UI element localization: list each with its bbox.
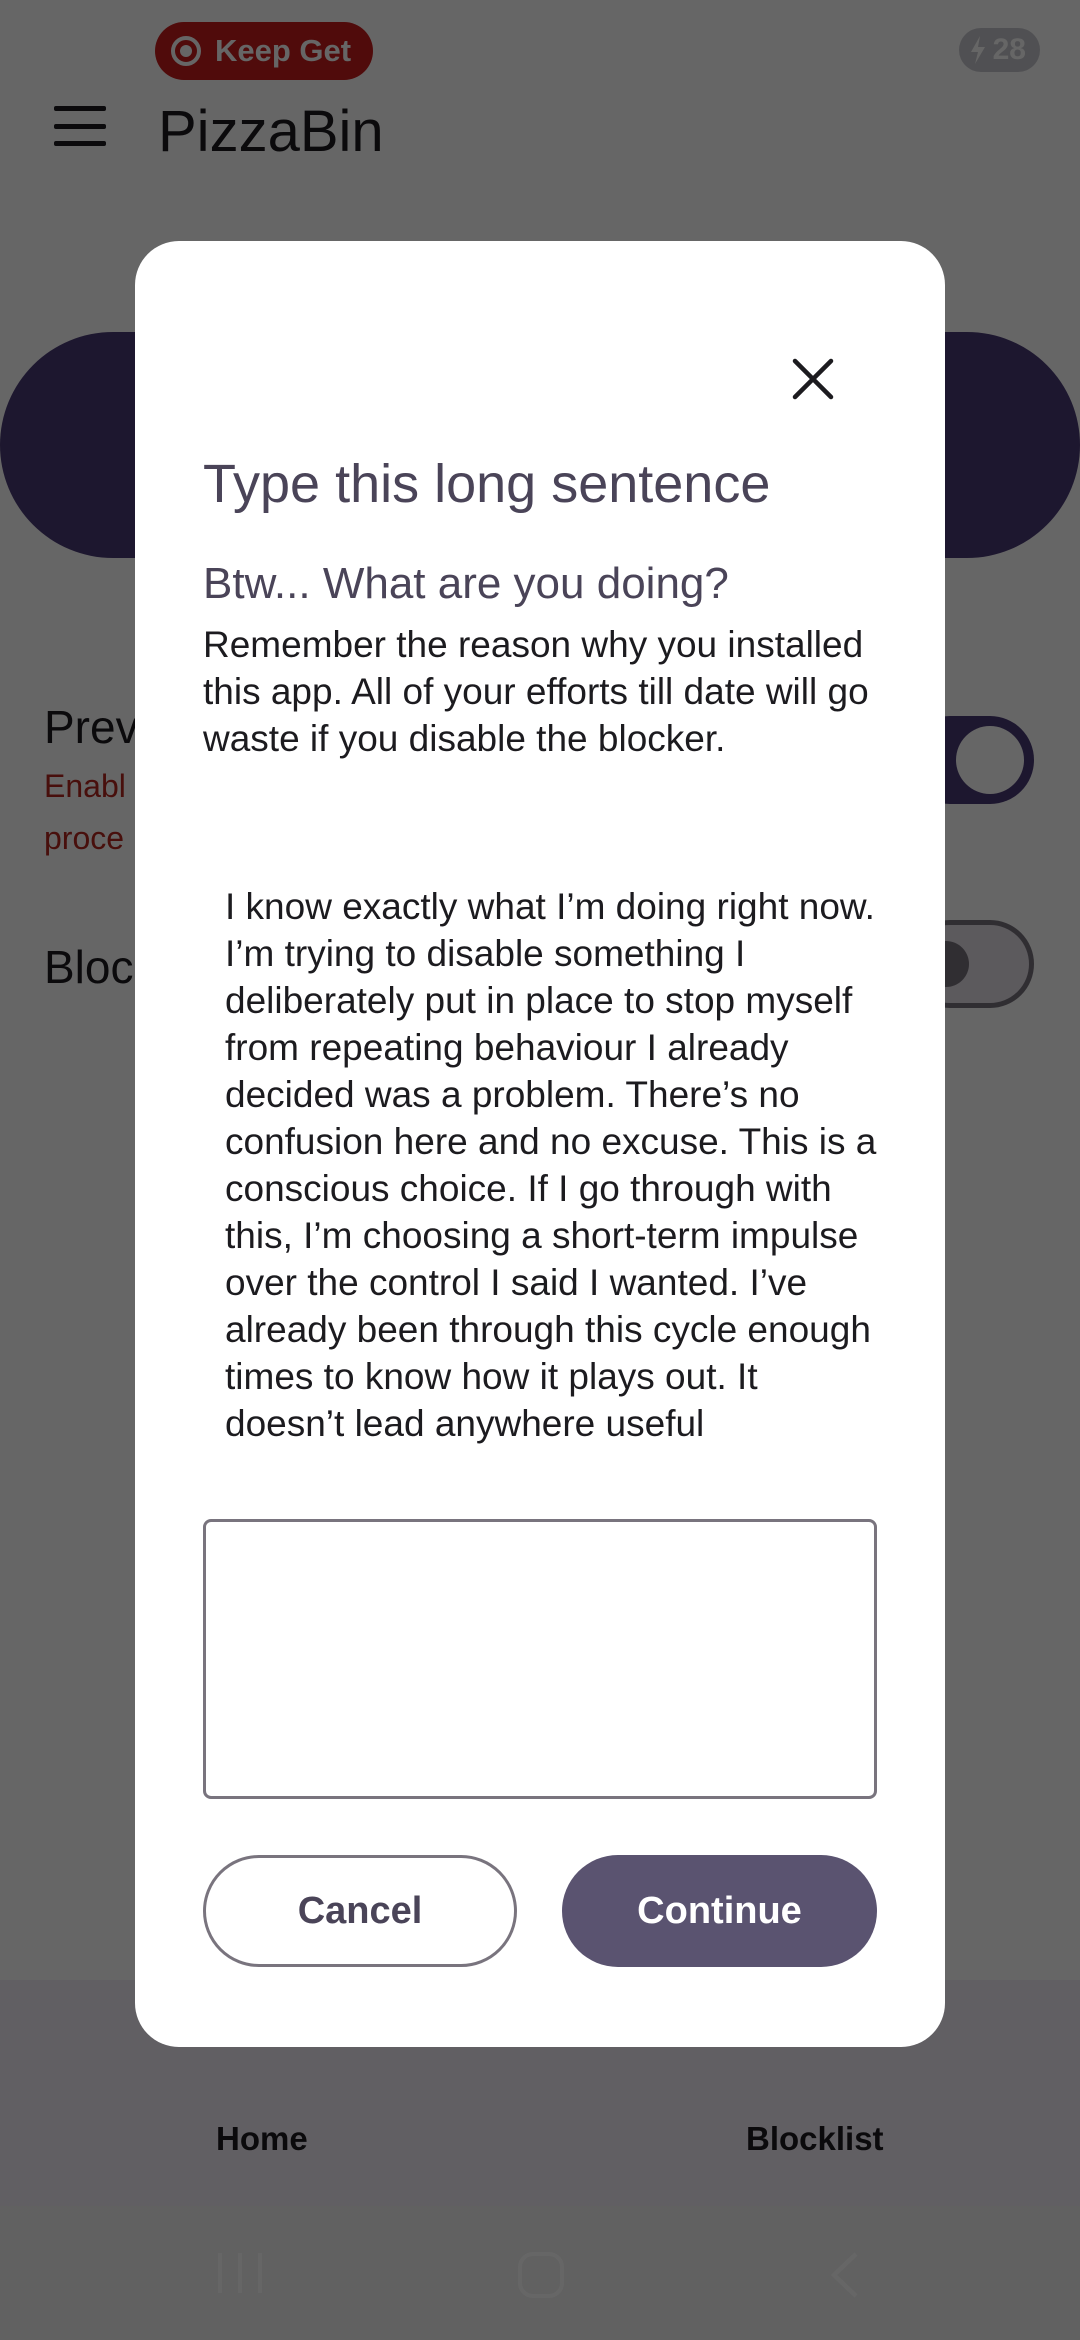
sentence-input[interactable] <box>203 1519 877 1799</box>
dialog-subtitle: Btw... What are you doing? <box>203 559 729 608</box>
cancel-button[interactable]: Cancel <box>203 1855 517 1967</box>
confirmation-dialog <box>135 241 945 2047</box>
close-icon[interactable] <box>785 351 841 407</box>
sentence-scroll-area[interactable] <box>225 881 885 1461</box>
continue-button[interactable]: Continue <box>562 1855 877 1967</box>
dialog-title: Type this long sentence <box>203 454 771 514</box>
dialog-body-text: Remember the reason why you installed this app. All of your efforts till date will go waste if you disable the blocker. <box>203 624 869 759</box>
target-sentence: I know exactly what I’m doing right now. I’m trying to disable something I deliberately put in place to stop myself from repeating behaviour I already decided was a problem. There’s no confusion here and no excuse. This is a conscious choice. If I go through with this, I’m choosing a short-term impulse over the control I said I wanted. I’ve already been through this cycle enough times to know how it plays out. It doesn’t lead anywhere useful <box>225 886 877 1444</box>
